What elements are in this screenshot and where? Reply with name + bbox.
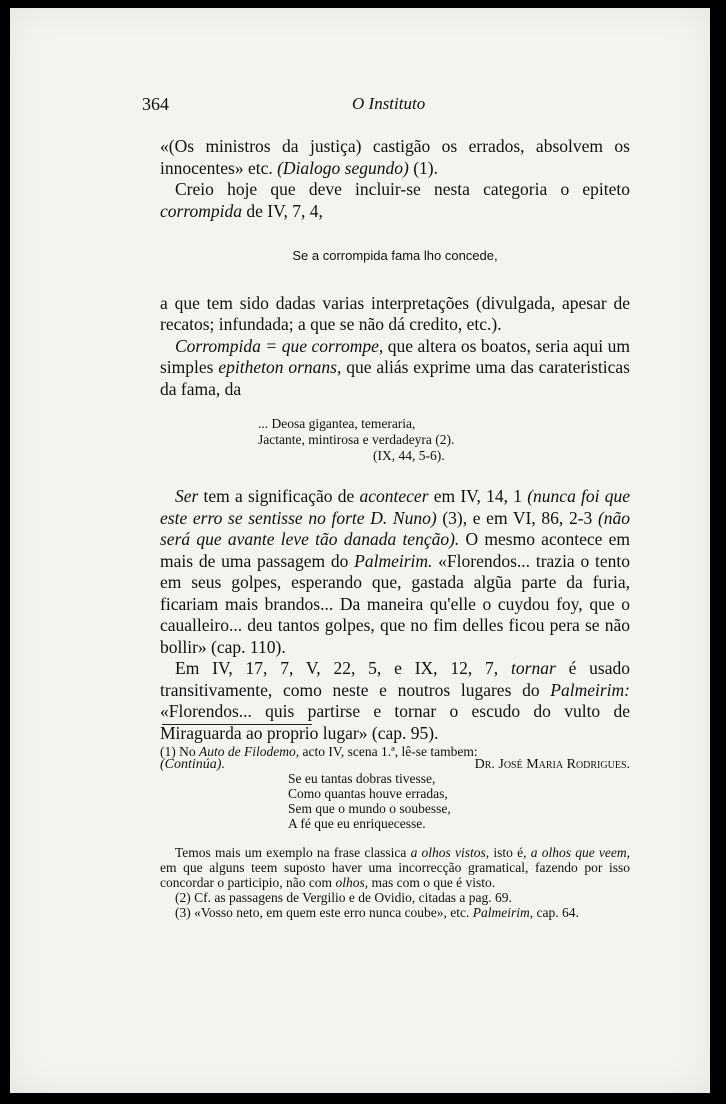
paragraph: Corrompida = que corrompe, que altera os boatos, seria aqui um simples epitheton ornans, que aliás exprime uma das carateristicas da fama, da xyxy=(160,335,630,399)
continua-label: (Continúa). xyxy=(160,757,225,772)
author-name: Dr. José Maria Rodrigues. xyxy=(474,757,630,772)
footnote-divider xyxy=(162,724,312,725)
paragraph: Creio hoje que deve incluir-se nesta categoria o epiteto corrompida de IV, 7, 4, xyxy=(160,179,630,221)
paragraph: «(Os ministros da justiça) castigão os errados, absolvem os innocentes» etc. (Dialogo segundo) (1). xyxy=(160,136,630,178)
paragraph: Ser tem a significação de acontecer em IV, 14, 1 (nunca foi que este erro se sentisse no forte D. Nuno) (3), e em VI, 86, 2-3 (não será que avante leve tão danada tenção). O mesmo acontece em mais de uma passagem do Palmeirim. «Florendos... trazia o tento em seus golpes, esperando que, gastada algũa parte da furia, ficariam mais brandos... Da maneira qu'elle o cuydou foy, que o caualleiro... deu tantos golpes, que no fim delles ficou pera se não bollir» (cap. 110). xyxy=(160,486,631,657)
running-title: O Instituto xyxy=(352,94,426,113)
page-number: 364 xyxy=(142,94,169,114)
footnotes xyxy=(160,744,630,920)
verse-quote: Se a corrompida fama lho concede, xyxy=(292,248,498,263)
footnote-verse: Se eu tantas dobras tivesse, Como quantas houve erradas, Sem que o mundo o soubesse, A fé que eu enriquecesse. xyxy=(288,771,451,831)
paragraph: a que tem sido dadas varias interpretações (divulgada, apesar de recatos; infundada; a que se não dá credito, etc.). xyxy=(160,292,630,334)
footnote-3: (3) «Vosso neto, em quem este erro nunca coube», etc. Palmeirim, cap. 64. xyxy=(175,905,579,920)
paragraph: Em IV, 17, 7, V, 22, 5, e IX, 12, 7, tornar é usado transitivamente, como neste e noutros lugares do Palmeirim: «Florendos... quis partirse e tornar o escudo do vulto de Miraguarda ao proprio lugar» (cap. 95). xyxy=(160,658,630,743)
footnote-1: (1) No Auto de Filodemo, acto IV, scena 1.ª, lê-se tambem: xyxy=(160,744,478,759)
scanned-page xyxy=(10,8,710,1093)
page-header xyxy=(142,94,637,118)
verse-quote: ... Deosa gigantea, temeraria, Jactante, mintirosa e verdadeyra (2). (IX, 44, 5-6). xyxy=(258,416,455,463)
body-text xyxy=(160,136,630,776)
footnote-1-cont: Temos mais um exemplo na frase classica a olhos vistos, isto é, a olhos que veem, em que alguns teem suposto haver uma incorrecção gramatical, fazendo por isso concordar o participio, não com olhos, mas com o que é visto. xyxy=(160,845,631,890)
footnote-2: (2) Cf. as passagens de Vergilio e de Ovidio, citadas a pag. 69. xyxy=(175,890,512,905)
